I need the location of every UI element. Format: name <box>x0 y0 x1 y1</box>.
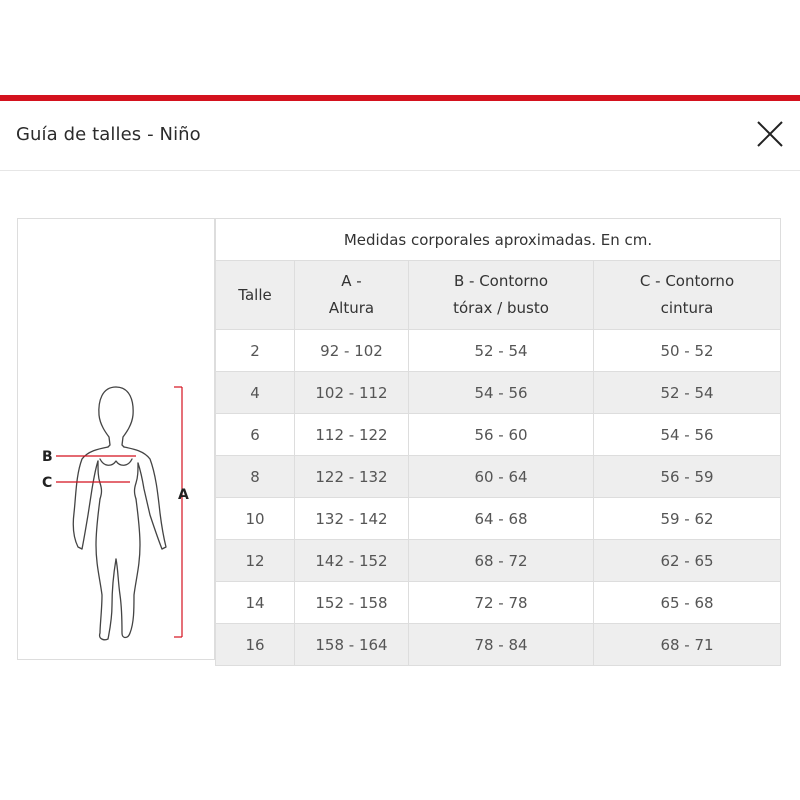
cell-torax: 54 - 56 <box>409 372 594 414</box>
header-altura: A - Altura <box>295 261 409 330</box>
cell-cintura: 59 - 62 <box>594 498 781 540</box>
cell-talle: 16 <box>216 624 295 666</box>
table-row <box>216 624 781 666</box>
close-icon <box>755 119 785 149</box>
table-row <box>216 414 781 456</box>
cell-cintura: 68 - 71 <box>594 624 781 666</box>
size-table <box>215 218 781 666</box>
table-row <box>216 456 781 498</box>
modal-title: Guía de talles - Niño <box>16 124 201 145</box>
table-row <box>216 498 781 540</box>
cell-talle: 8 <box>216 456 295 498</box>
cell-torax: 52 - 54 <box>409 330 594 372</box>
cell-altura: 112 - 122 <box>295 414 409 456</box>
cell-cintura: 52 - 54 <box>594 372 781 414</box>
cell-torax: 72 - 78 <box>409 582 594 624</box>
body-silhouette-icon <box>73 387 166 640</box>
cell-altura: 132 - 142 <box>295 498 409 540</box>
cell-talle: 6 <box>216 414 295 456</box>
close-button[interactable] <box>755 119 785 149</box>
top-accent-bar <box>0 95 800 101</box>
table-row <box>216 372 781 414</box>
cell-cintura: 65 - 68 <box>594 582 781 624</box>
cell-cintura: 54 - 56 <box>594 414 781 456</box>
cell-torax: 68 - 72 <box>409 540 594 582</box>
cell-altura: 152 - 158 <box>295 582 409 624</box>
cell-talle: 14 <box>216 582 295 624</box>
cell-torax: 64 - 68 <box>409 498 594 540</box>
cell-altura: 142 - 152 <box>295 540 409 582</box>
header-talle: Talle <box>216 261 295 330</box>
cell-talle: 2 <box>216 330 295 372</box>
header-cintura: C - Contorno cintura <box>594 261 781 330</box>
cell-altura: 102 - 112 <box>295 372 409 414</box>
cell-talle: 4 <box>216 372 295 414</box>
table-caption: Medidas corporales aproximadas. En cm. <box>216 219 781 261</box>
cell-altura: 92 - 102 <box>295 330 409 372</box>
cell-talle: 12 <box>216 540 295 582</box>
cell-cintura: 56 - 59 <box>594 456 781 498</box>
cell-cintura: 62 - 65 <box>594 540 781 582</box>
table-row <box>216 330 781 372</box>
label-a: A <box>178 487 189 503</box>
cell-torax: 56 - 60 <box>409 414 594 456</box>
cell-torax: 60 - 64 <box>409 456 594 498</box>
cell-altura: 158 - 164 <box>295 624 409 666</box>
header-divider <box>0 170 800 171</box>
cell-talle: 10 <box>216 498 295 540</box>
table-row <box>216 582 781 624</box>
table-row <box>216 540 781 582</box>
measurement-figure <box>17 218 215 660</box>
label-c: C <box>42 475 53 491</box>
cell-altura: 122 - 132 <box>295 456 409 498</box>
cell-cintura: 50 - 52 <box>594 330 781 372</box>
cell-torax: 78 - 84 <box>409 624 594 666</box>
label-b: B <box>42 449 53 465</box>
header-torax: B - Contorno tórax / busto <box>409 261 594 330</box>
